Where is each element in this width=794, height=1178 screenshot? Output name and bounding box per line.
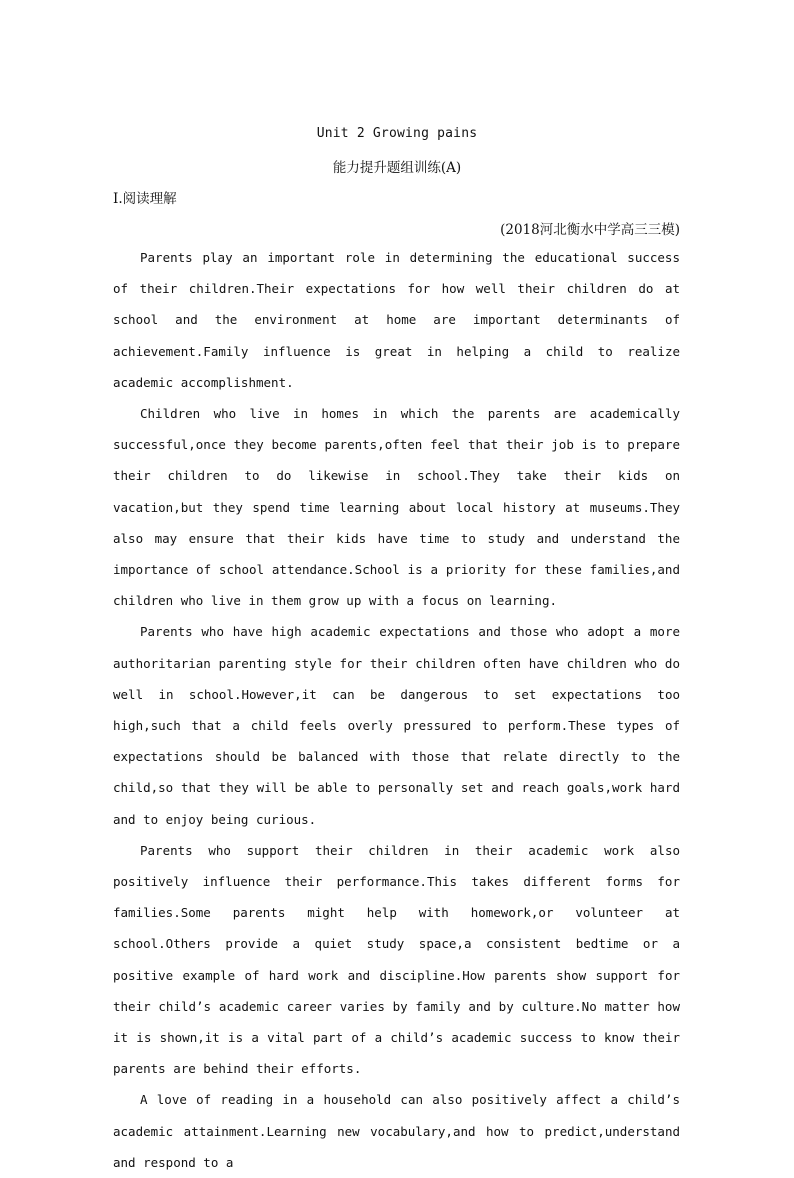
- paragraph-5: A love of reading in a household can also positively affect a child’s academic attainment.Learning new vocabulary,and how to predict,understand and respond to a: [113, 1092, 680, 1170]
- paragraph-4: Parents who support their children in their academic work also positively influence their performance.This takes different forms for families.Some parents might help with homework,or volunteer at school.Others provide a quiet study space,a consistent bedtime or a positive example of hard work and discipline.How parents show support for their child’s academic career varies by family and by culture.No matter how it is shown,it is a vital part of a child’s academic success to know their parents are behind their efforts.: [113, 842, 680, 1077]
- section-heading: Ⅰ.阅读理解: [113, 191, 177, 207]
- paragraph-3: Parents who have high academic expectations and those who adopt a more authoritarian parenting style for their children often have children who do well in school.However,it can be dangerous to set expectations too high,such that a child feels overly pressured to perform.These types of expectations should be balanced with those that relate directly to the child,so that they will be able to personally set and reach goals,work hard and to enjoy being curious.: [113, 624, 680, 827]
- reading-passage: [113, 242, 680, 1178]
- passage-source: (2018河北衡水中学高三三模): [500, 222, 680, 238]
- paragraph-1: Parents play an important role in determining the educational success of their children.Their expectations for how well their children do at school and the environment at home are important determinants of achievement.Family influence is great in helping a child to realize academic accomplishment.: [113, 250, 680, 390]
- paragraph-2: Children who live in homes in which the parents are academically successful,once they become parents,often feel that their job is to prepare their children to do likewise in school.They take their kids on vacation,but they spend time learning about local history at museums.They also may ensure that their kids have time to study and understand the importance of school attendance.School is a priority for these families,and children who live in them grow up with a focus on learning.: [113, 406, 680, 609]
- exercise-subtitle: 能力提升题组训练(A): [332, 160, 462, 176]
- unit-title: Unit 2 Growing pains: [316, 126, 478, 141]
